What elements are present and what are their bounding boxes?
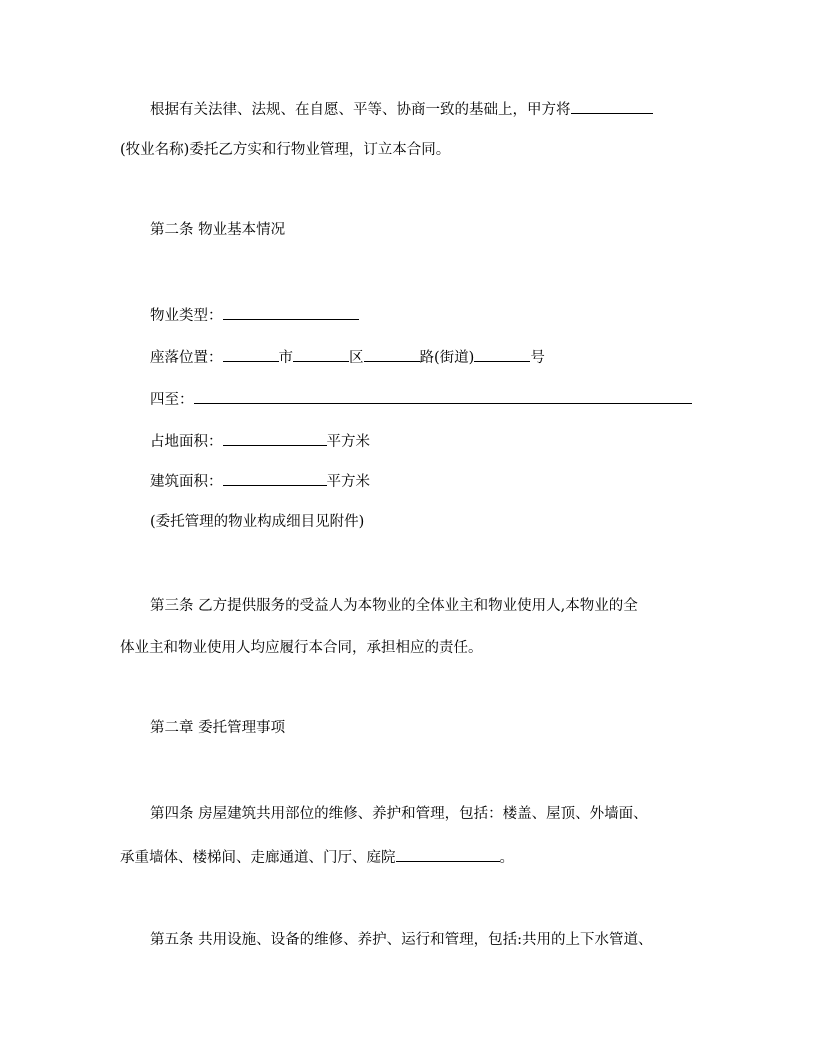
courtyard-blank[interactable] — [396, 846, 500, 862]
article-4-period: 。 — [499, 850, 514, 866]
property-type-blank[interactable] — [223, 304, 359, 320]
boundaries-row — [150, 388, 692, 410]
land-area-row — [150, 430, 370, 452]
boundaries-label: 四至： — [150, 392, 194, 408]
district-label: 区 — [349, 350, 364, 366]
article-4-line-2 — [120, 846, 514, 868]
property-name-blank[interactable] — [571, 98, 653, 114]
article-3-text-1: 第三条 乙方提供服务的受益人为本物业的全体业主和物业使用人,本物业的全 — [150, 598, 638, 614]
city-blank[interactable] — [223, 346, 279, 362]
attachment-note — [150, 512, 364, 532]
location-label: 座落位置： — [150, 350, 223, 366]
attachment-note-text: (委托管理的物业构成细目见附件) — [150, 514, 365, 530]
land-area-label: 占地面积： — [150, 434, 223, 450]
article-4-text-2: 承重墙体、楼梯间、走廊通道、门厅、庭院 — [120, 850, 396, 866]
article-4-line-1 — [150, 804, 648, 824]
article-3-text-2: 体业主和物业使用人均应履行本合同，承担相应的责任。 — [120, 640, 483, 656]
intro-text-2: (牧业名称)委托乙方实和行物业管理，订立本合同。 — [120, 142, 451, 158]
chapter-2-title — [150, 718, 285, 738]
article-5-line-1 — [150, 930, 653, 950]
property-type-label: 物业类型： — [150, 308, 223, 324]
building-area-label: 建筑面积： — [150, 474, 223, 490]
article-3-line-2 — [120, 638, 483, 658]
article-4-text-1: 第四条 房屋建筑共用部位的维修、养护和管理，包括：楼盖、屋顶、外墙面、 — [150, 806, 648, 822]
road-label: 路(街道) — [419, 350, 475, 366]
building-area-unit: 平方米 — [326, 474, 370, 490]
chapter-2-title-text: 第二章 委托管理事项 — [150, 720, 286, 736]
number-label: 号 — [530, 350, 545, 366]
article-2-title-text: 第二条 物业基本情况 — [150, 222, 286, 238]
district-blank[interactable] — [293, 346, 349, 362]
boundaries-blank[interactable] — [194, 388, 692, 404]
article-3-line-1 — [150, 596, 638, 616]
building-area-blank[interactable] — [223, 470, 327, 486]
city-label: 市 — [278, 350, 293, 366]
article-5-text-1: 第五条 共用设施、设备的维修、养护、运行和管理，包括:共用的上下水管道、 — [150, 932, 653, 948]
article-2-title — [150, 220, 285, 240]
location-row — [150, 346, 545, 368]
road-blank[interactable] — [364, 346, 420, 362]
intro-line-1 — [150, 98, 653, 120]
number-blank[interactable] — [474, 346, 530, 362]
land-area-unit: 平方米 — [326, 434, 370, 450]
intro-line-2 — [120, 140, 450, 160]
intro-text-1: 根据有关法律、法规、在自愿、平等、协商一致的基础上，甲方将 — [150, 102, 571, 118]
property-type-row — [150, 304, 359, 326]
land-area-blank[interactable] — [223, 430, 327, 446]
building-area-row — [150, 470, 370, 492]
